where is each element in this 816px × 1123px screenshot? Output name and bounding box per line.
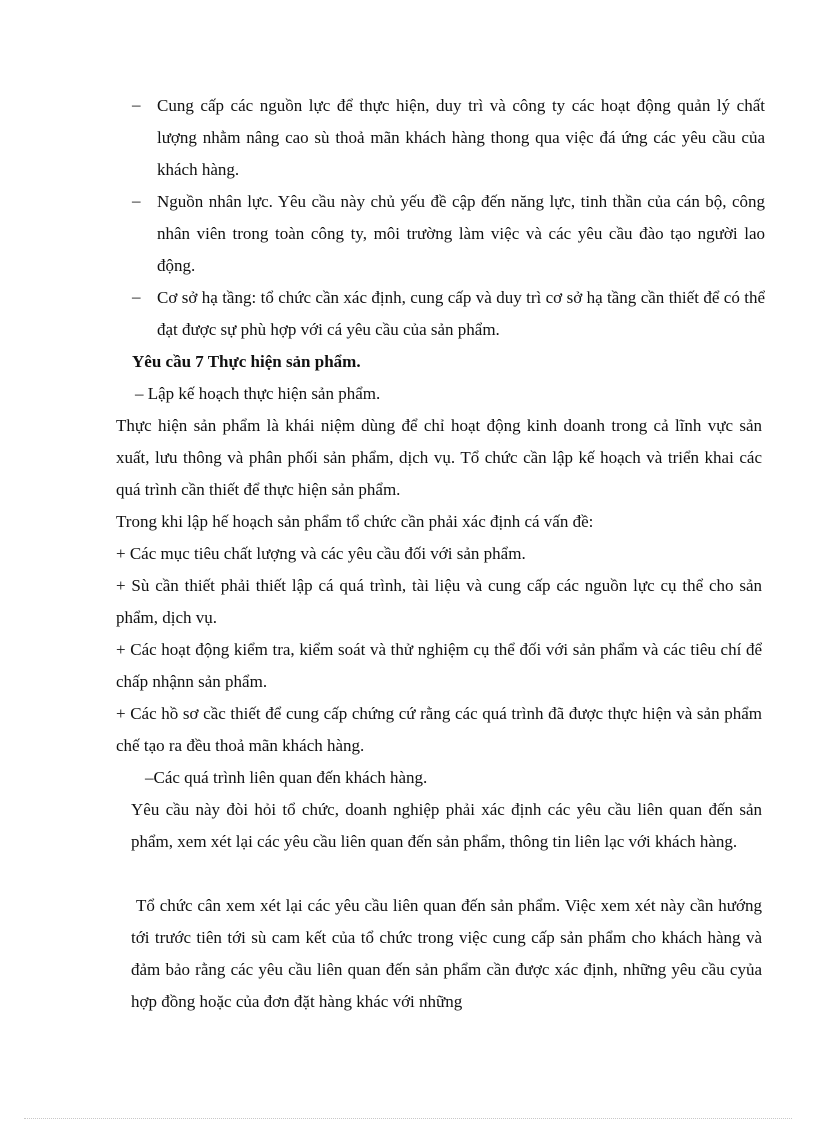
bullet-text: Cơ sở hạ tầng: tổ chức cần xác định, cung cấp và duy trì cơ sở hạ tầng cần thiết để có thể đạt được sự phù hợp với cá yêu cầu của sản phẩm. (157, 288, 765, 339)
bullet-dash: – (132, 95, 141, 114)
bullet-dash: – (132, 287, 141, 306)
bullet-text: Cung cấp các nguồn lực để thực hiện, duy trì và công ty các hoạt động quản lý chất lượng nhằm nâng cao sù thoả mãn khách hàng thong qua việc đá ứng các yêu cầu của khách hàng. (157, 96, 765, 179)
paragraph: Thực hiện sản phẩm là khái niệm dùng để chỉ hoạt động kinh doanh trong cả lĩnh vực sản xuất, lưu thông và phân phối sản phẩm, dịch vụ. Tổ chức cần lập kế hoạch và triển khai các quá trình cần thiết để thực hiện sản phẩm. (116, 416, 762, 499)
plus-item: + Các hồ sơ cầc thiết để cung cấp chứng cứ rằng các quá trình đã được thực hiện và sản phẩm chế tạo ra đều thoả mãn khách hàng. (116, 704, 762, 755)
subheading-customer: –Các quá trình liên quan đến khách hàng. (145, 768, 428, 787)
plus-item: + Các hoạt động kiểm tra, kiểm soát và thử nghiệm cụ thể đối với sản phẩm và các tiêu chí để chấp nhậnn sản phẩm. (116, 640, 762, 691)
paragraph: Yêu cầu này đòi hỏi tổ chức, doanh nghiệp phải xác định các yêu cầu liên quan đến sản phẩm, xem xét lại các yêu cầu liên quan đến sản phẩm, thông tin liên lạc với khách hàng. (131, 800, 762, 851)
plus-item: + Sù cần thiết phải thiết lập cá quá trình, tài liệu và cung cấp các nguồn lực cụ thể cho sản phẩm, dịch vụ. (116, 576, 762, 627)
page-bottom-rule (24, 1118, 792, 1119)
paragraph: Trong khi lập hế hoạch sản phẩm tổ chức cần phải xác định cá vấn đề: (116, 512, 594, 531)
section-heading: Yêu cầu 7 Thực hiện sản phẩm. (132, 352, 361, 371)
subheading-planning: – Lập kế hoạch thực hiện sản phẩm. (135, 384, 381, 403)
bullet-dash: – (132, 191, 141, 210)
paragraph: Tổ chức cân xem xét lại các yêu cầu liên quan đến sản phẩm. Việc xem xét này cần hướng tới trước tiên tới sù cam kết của tổ chức trong việc cung cấp sản phẩm cho khách hàng và đảm bảo rằng các yêu cầu liên quan đến sản phẩm cần được xác định, những yêu cầu cyủa hợp đồng hoặc của đơn đặt hàng khác với những (131, 896, 762, 1011)
bullet-text: Nguồn nhân lực. Yêu cầu này chủ yếu đề cập đến năng lực, tinh thần của cán bộ, công nhân viên trong toàn công ty, môi trường làm việc và các yêu cầu đào tạo người lao động. (157, 192, 765, 275)
plus-item: + Các mục tiêu chất lượng và các yêu cầu đối với sản phẩm. (116, 544, 526, 563)
